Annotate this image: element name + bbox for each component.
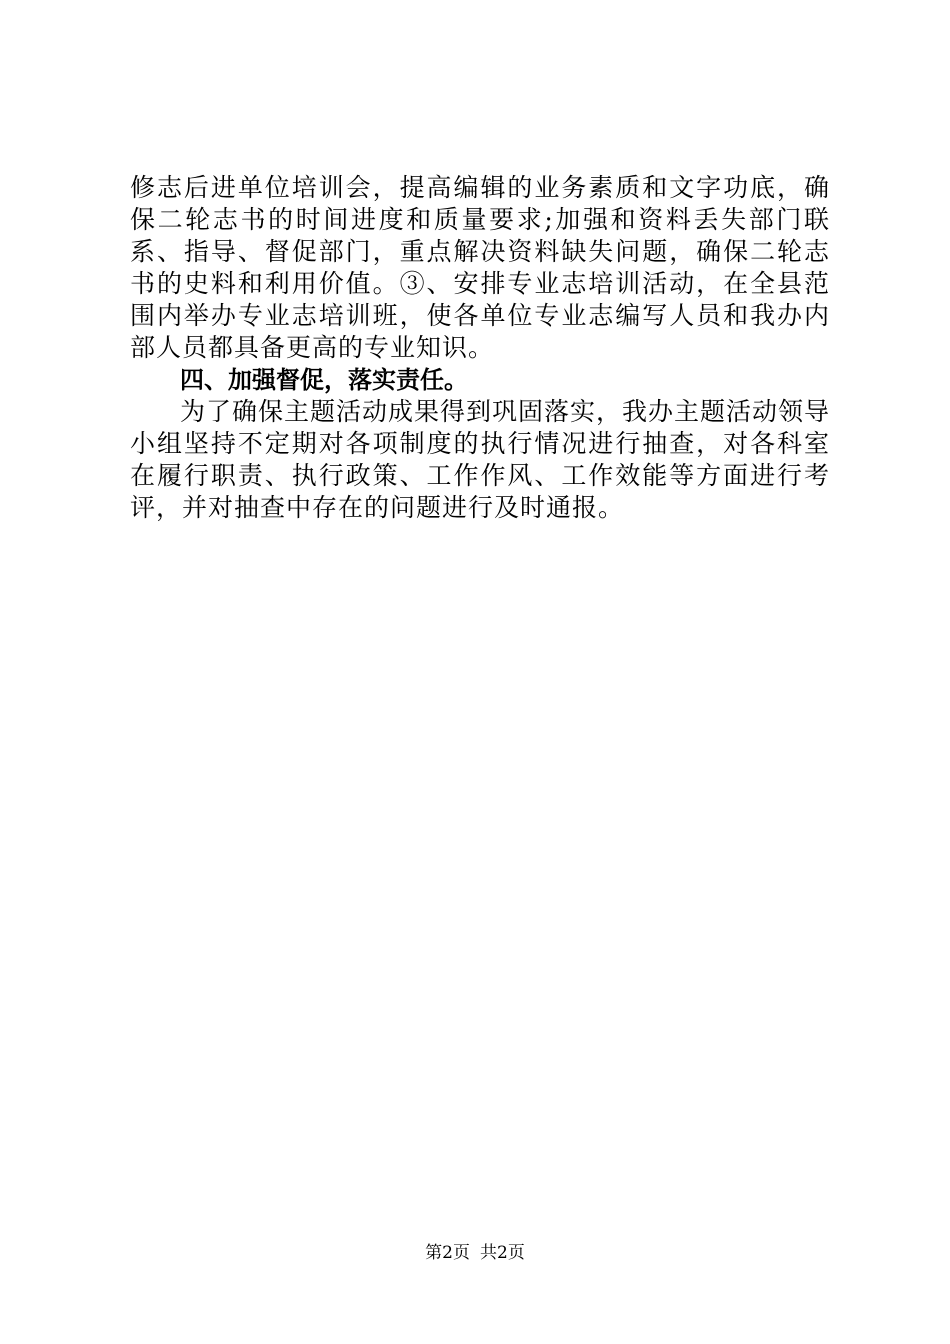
- paragraph-supervision: 为了确保主题活动成果得到巩固落实，我办主题活动领导小组坚持不定期对各项制度的执行情况进行抽查，对各科室在履行职责、执行政策、工作作风、工作效能等方面进行考评，并对抽查中存在的问题进行及时通报。: [130, 397, 831, 522]
- page-number-current: 第2页: [425, 1243, 470, 1263]
- document-body: [130, 172, 830, 524]
- section-heading-four: 四、加强督促，落实责任。: [180, 366, 468, 394]
- page-footer: [0, 1241, 950, 1265]
- paragraph-training: 修志后进单位培训会，提高编辑的业务素质和文字功底，确保二轮志书的时间进度和质量要求;加强和资料丢失部门联系、指导、督促部门，重点解决资料缺失问题，确保二轮志书的史料和利用价值。③、安排专业志培训活动，在全县范围内举办专业志培训班，使各单位专业志编写人员和我办内部人员都具备更高的专业知识。: [130, 173, 830, 362]
- page-number-total: 共2页: [480, 1243, 525, 1263]
